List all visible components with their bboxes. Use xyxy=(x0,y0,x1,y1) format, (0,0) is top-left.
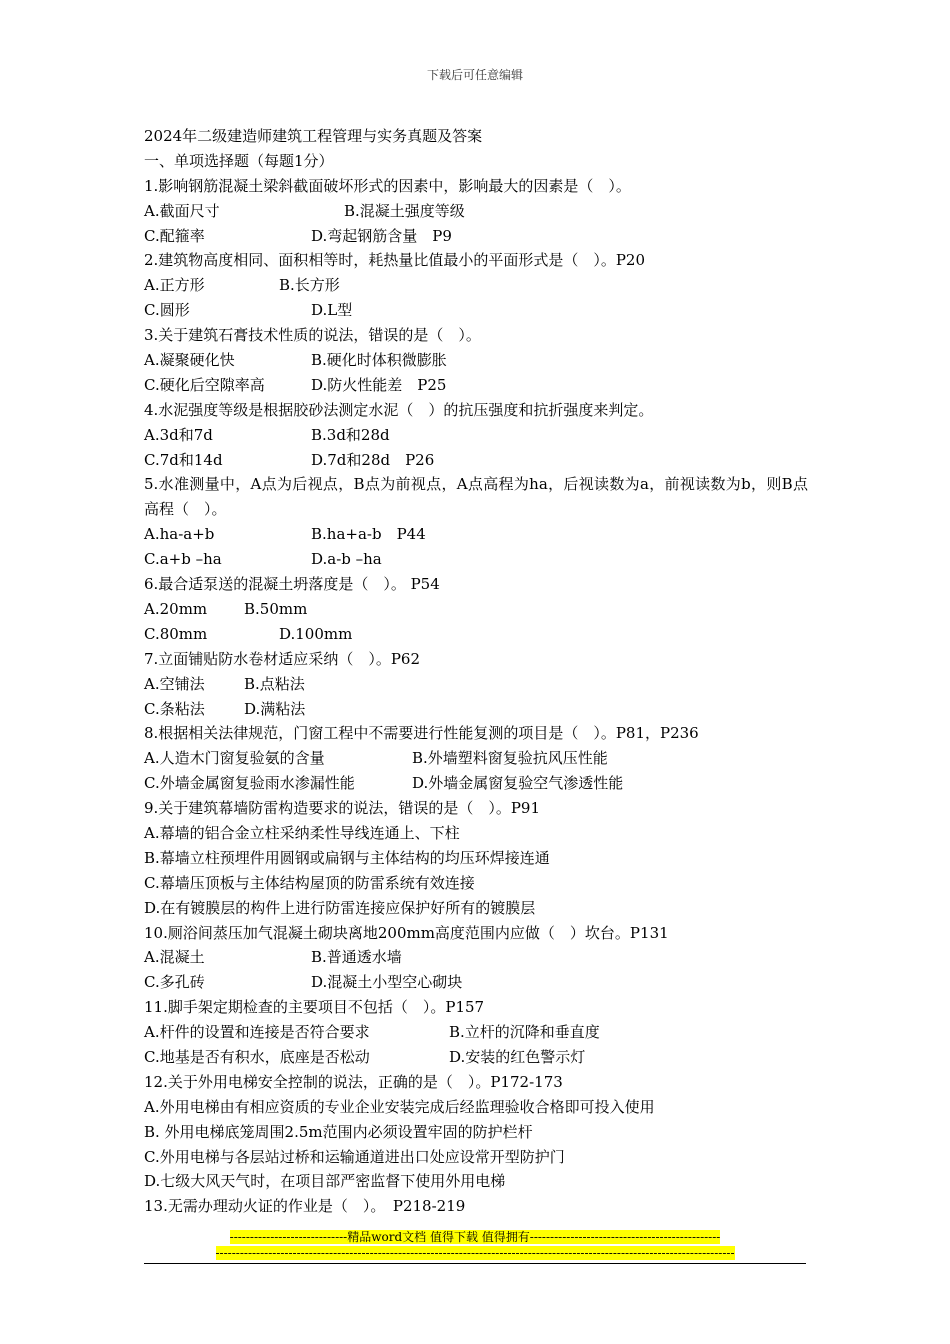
option-row xyxy=(144,224,808,249)
option-text: C.7d和14d xyxy=(144,450,223,469)
option-text: B.混凝土强度等级 xyxy=(344,201,465,220)
document-body xyxy=(144,124,808,1219)
option-text: A.ha-a+b xyxy=(144,525,215,544)
option-row xyxy=(144,547,808,572)
option-line: C.外用电梯与各层站过桥和运输通道进出口处应设常开型防护门 xyxy=(144,1147,565,1166)
option-line: D.在有镀膜层的构件上进行防雷连接应保护好所有的镀膜层 xyxy=(144,898,536,917)
option-text: C.80mm xyxy=(144,624,208,643)
question-stem: 4.水泥强度等级是根据胶砂法测定水泥（ ）的抗压强度和抗折强度来判定。 xyxy=(144,400,654,419)
option-row xyxy=(144,945,808,970)
option-row xyxy=(144,672,808,697)
option-row xyxy=(144,273,808,298)
question-stem: 11.脚手架定期检查的主要项目不包括（ ）。P157 xyxy=(144,998,485,1017)
option-row xyxy=(144,423,808,448)
option-line: B. 外用电梯底笼周围2.5m范围内必须设置牢固的防护栏杆 xyxy=(144,1122,533,1141)
option-text: D.a-b –ha xyxy=(311,550,382,569)
option-text: A.空铺法 xyxy=(144,674,205,693)
footer-banner-dashes: -------------------------------------------------------------------------------------------------------------------------------- xyxy=(215,1246,735,1260)
question-stem: 2.建筑物高度相同、面积相等时，耗热量比值最小的平面形式是（ ）。P20 xyxy=(144,251,645,270)
option-text: A.20mm xyxy=(144,599,208,618)
question-stem: 6.最合适泵送的混凝土坍落度是（ ）。 P54 xyxy=(144,575,440,594)
option-text: D.安装的红色警示灯 xyxy=(449,1047,586,1066)
option-text: B.点粘法 xyxy=(244,674,305,693)
question-stem: 5.水准测量中，A点为后视点，B点为前视点，A点高程为ha，后视读数为a，前视读数为b，则B点高程（ ）。 xyxy=(144,475,808,519)
question-stem: 3.关于建筑石膏技术性质的说法，错误的是（ ）。 xyxy=(144,326,481,345)
option-text: C.硬化后空隙率高 xyxy=(144,375,265,394)
option-text: B.ha+a-b P44 xyxy=(311,525,426,544)
footer-banner-text: -----------------------------精品word文档 值得下载 值得拥有----------------------------------------------- xyxy=(229,1230,721,1244)
option-row xyxy=(144,622,808,647)
question-stem: 9.关于建筑幕墙防雷构造要求的说法，错误的是（ ）。P91 xyxy=(144,799,540,818)
option-text: C.外墙金属窗复验雨水渗漏性能 xyxy=(144,774,355,793)
option-row xyxy=(144,522,808,547)
option-row xyxy=(144,199,808,224)
option-text: C.地基是否有积水，底座是否松动 xyxy=(144,1047,370,1066)
option-text: D.混凝土小型空心砌块 xyxy=(311,973,463,992)
option-row xyxy=(144,1020,808,1045)
option-text: D.防火性能差 P25 xyxy=(311,375,447,394)
option-text: A.人造木门窗复验氨的含量 xyxy=(144,749,325,768)
option-row xyxy=(144,348,808,373)
option-text: B.普通透水墙 xyxy=(311,948,402,967)
option-text: B.长方形 xyxy=(279,276,340,295)
option-row xyxy=(144,448,808,473)
question-stem: 12.关于外用电梯安全控制的说法，正确的是（ ）。P172-173 xyxy=(144,1072,563,1091)
option-text: A.混凝土 xyxy=(144,948,205,967)
option-text: C.a+b –ha xyxy=(144,550,222,569)
question-stem: 7.立面铺贴防水卷材适应采纳（ ）。P62 xyxy=(144,649,420,668)
option-row xyxy=(144,373,808,398)
option-line: C.幕墙压顶板与主体结构屋顶的防雷系统有效连接 xyxy=(144,873,475,892)
footer-banner-top xyxy=(0,1230,950,1245)
option-text: B.3d和28d xyxy=(311,425,390,444)
option-row xyxy=(144,597,808,622)
option-text: D.L型 xyxy=(311,301,353,320)
option-text: C.条粘法 xyxy=(144,699,205,718)
option-text: B.外墙塑料窗复验抗风压性能 xyxy=(412,749,608,768)
document-title: 2024年二级建造师建筑工程管理与实务真题及答案 xyxy=(144,127,483,145)
footer-banner-bottom xyxy=(0,1246,950,1261)
option-text: D.弯起钢筋含量 P9 xyxy=(311,226,452,245)
option-text: B.立杆的沉降和垂直度 xyxy=(449,1023,600,1042)
option-line: A.幕墙的铝合金立柱采纳柔性导线连通上、下柱 xyxy=(144,823,460,842)
option-line: A.外用电梯由有相应资质的专业企业安装完成后经监理验收合格即可投入使用 xyxy=(144,1097,655,1116)
question-stem: 10.厕浴间蒸压加气混凝土砌块离地200mm高度范围内应做（ ）坎台。P131 xyxy=(144,923,669,942)
option-text: C.配箍率 xyxy=(144,226,205,245)
option-text: C.圆形 xyxy=(144,301,190,320)
option-text: B.硬化时体积微膨胀 xyxy=(311,351,447,370)
option-line: D.七级大风天气时，在项目部严密监督下使用外用电梯 xyxy=(144,1172,506,1191)
option-text: D.满粘法 xyxy=(244,699,306,718)
option-row xyxy=(144,771,808,796)
option-text: A.凝聚硬化快 xyxy=(144,351,235,370)
question-list xyxy=(144,174,808,1219)
question-stem: 1.影响钢筋混凝土梁斜截面破坏形式的因素中，影响最大的因素是（ ）。 xyxy=(144,176,631,195)
option-row xyxy=(144,746,808,771)
option-text: B.50mm xyxy=(244,599,308,618)
option-line: B.幕墙立柱预埋件用圆钢或扁钢与主体结构的均压环焊接连通 xyxy=(144,848,550,867)
option-text: D.100mm xyxy=(279,624,353,643)
option-text: A.杆件的设置和连接是否符合要求 xyxy=(144,1023,370,1042)
option-row xyxy=(144,697,808,722)
option-text: A.3d和7d xyxy=(144,425,213,444)
option-row xyxy=(144,1045,808,1070)
option-text: A.截面尺寸 xyxy=(144,201,220,220)
option-row xyxy=(144,298,808,323)
page-header: 下载后可任意编辑 xyxy=(426,68,523,82)
question-stem: 13.无需办理动火证的作业是（ ）。 P218-219 xyxy=(144,1197,466,1216)
option-text: C.多孔砖 xyxy=(144,973,205,992)
footer-divider xyxy=(144,1263,806,1264)
section-heading: 一、单项选择题（每题1分） xyxy=(144,151,334,170)
option-text: D.外墙金属窗复验空气渗透性能 xyxy=(412,774,624,793)
question-stem: 8.根据相关法律规范，门窗工程中不需要进行性能复测的项目是（ ）。P81，P236 xyxy=(144,724,699,743)
option-text: D.7d和28d P26 xyxy=(311,450,435,469)
option-text: A.正方形 xyxy=(144,276,205,295)
option-row xyxy=(144,970,808,995)
